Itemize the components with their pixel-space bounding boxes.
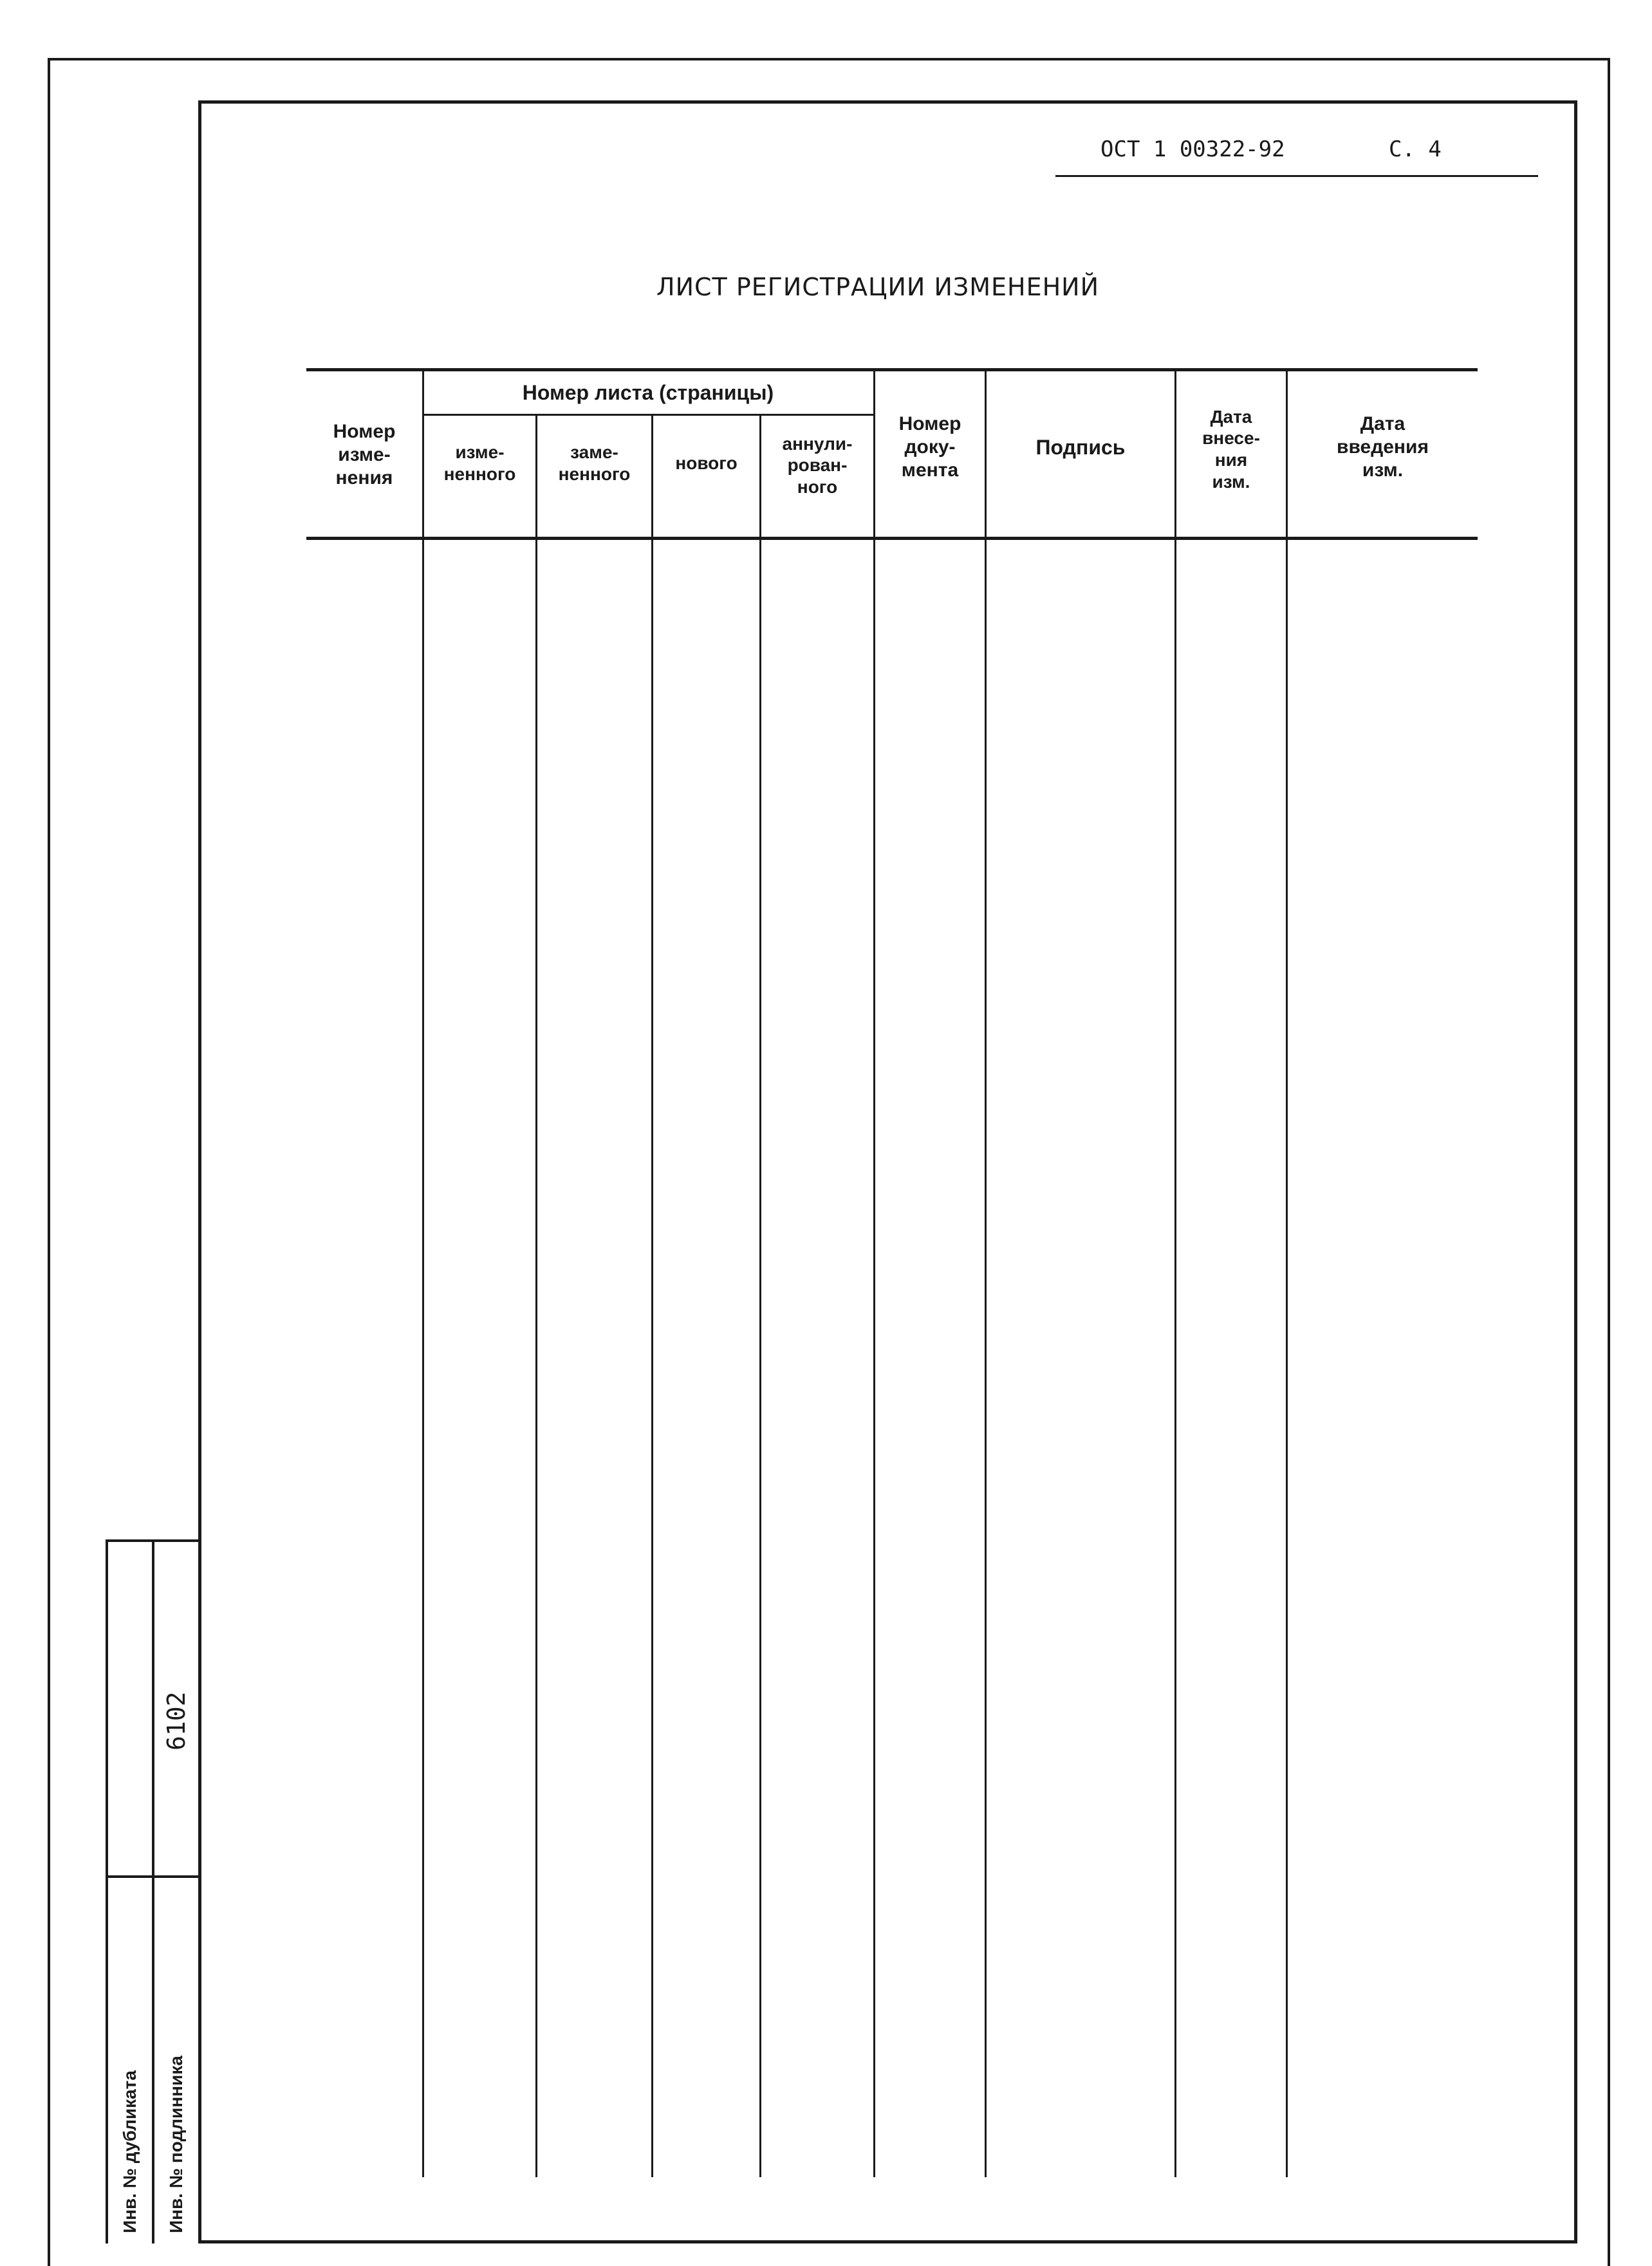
page-title: ЛИСТ РЕГИСТРАЦИИ ИЗМЕНЕНИЙ	[656, 273, 1100, 301]
col-divider	[1174, 370, 1176, 2177]
page-number: С. 4	[1389, 136, 1442, 162]
header-entry-date: Дата внесе- ния изм.	[1202, 406, 1260, 492]
outer-border-top	[48, 58, 1610, 60]
header-sheet-number-group: Номер листа (страницы)	[522, 380, 774, 404]
header-underline	[1055, 175, 1538, 177]
col-divider	[759, 415, 761, 2177]
stamp-rule-upper	[152, 1539, 198, 1542]
table-header-bottom-rule	[306, 537, 1478, 540]
header-effective-date: Дата введения изм.	[1337, 413, 1429, 481]
header-cancelled: аннули- рован- ного	[782, 433, 853, 497]
sheet-group-rule	[423, 414, 873, 416]
header-signature: Подпись	[1035, 435, 1126, 459]
outer-border-left	[48, 59, 50, 2266]
header-change-number: Номер изме- нения	[333, 421, 396, 488]
col-divider	[651, 415, 653, 2177]
col-divider	[873, 370, 875, 2177]
duplicate-inventory-label: Инв. № дубликата	[120, 2070, 140, 2233]
table-top-rule	[306, 368, 1478, 371]
col-divider	[422, 370, 424, 2177]
original-inventory-number: 6102	[162, 1691, 190, 1751]
stamp-mid-divider	[152, 1539, 154, 2243]
document-code: ОСТ 1 00322-92	[1100, 136, 1285, 162]
header-document-number: Номер доку- мента	[898, 413, 961, 481]
col-divider	[985, 370, 987, 2177]
stamp-mid-rule	[106, 1875, 201, 1878]
original-inventory-label: Инв. № подлинника	[166, 2056, 186, 2233]
stamp-left-edge	[106, 1539, 108, 2243]
col-divider	[1286, 370, 1288, 2177]
col-divider	[535, 415, 537, 2177]
header-replaced: заме- ненного	[558, 442, 631, 484]
outer-border-right	[1608, 59, 1610, 2266]
header-new: нового	[675, 453, 738, 474]
header-changed: изме- ненного	[443, 442, 516, 484]
